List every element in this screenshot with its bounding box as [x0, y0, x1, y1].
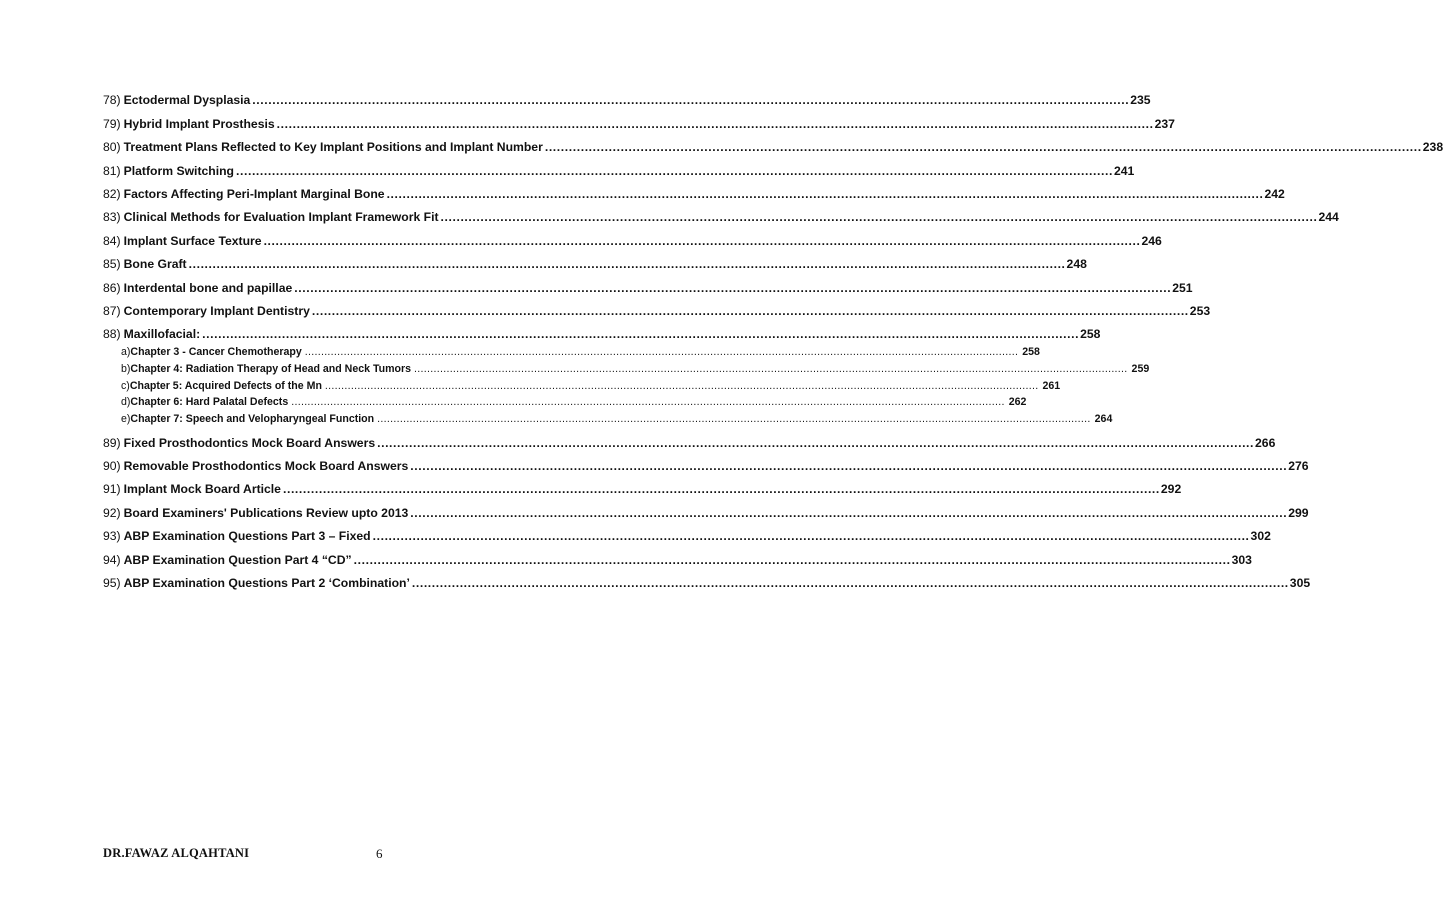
toc-entry-page: 305 [1289, 576, 1311, 591]
toc-entry-title: Removable Prosthodontics Mock Board Answers [123, 459, 409, 474]
toc-entry-page: 253 [1189, 303, 1211, 318]
dot-leader: ............................................................................................................................................................................................................................ [236, 163, 1113, 178]
footer-page-number: 6 [376, 846, 383, 861]
toc-entry[interactable] [103, 543, 1252, 567]
toc-entry-number: 91) [103, 482, 121, 497]
dot-leader: ............................................................................................................................................................................................................................ [291, 396, 1005, 409]
toc-subentry-title: Chapter 3 - Cancer Chemotherapy [130, 346, 302, 359]
toc-subentry-letter: b) [121, 362, 131, 375]
toc-subentry-title: Chapter 6: Hard Palatal Defects [130, 396, 289, 409]
toc-entry[interactable] [103, 271, 1193, 295]
toc-entry[interactable] [103, 248, 1087, 272]
toc-subentry-page: 262 [1008, 396, 1027, 409]
toc-entry-page: 238 [1422, 140, 1443, 155]
toc-entry-title: Maxillofacial: [123, 327, 201, 342]
toc-entry-title: Factors Affecting Peri-Implant Marginal Bone [123, 186, 385, 201]
toc-subentry-page: 261 [1042, 379, 1061, 392]
dot-leader: ............................................................................................................................................................................................................................ [377, 435, 1255, 450]
dot-leader: ............................................................................................................................................................................................................................ [202, 327, 1080, 342]
dot-leader: ............................................................................................................................................................................................................................ [372, 529, 1250, 544]
dot-leader: ............................................................................................................................................................................................................................ [410, 459, 1288, 474]
toc-entry-number: 80) [103, 140, 121, 155]
toc-entry[interactable] [103, 201, 1339, 225]
toc-entry-number: 92) [103, 505, 121, 520]
toc-entry-page: 251 [1172, 280, 1193, 295]
toc-subentry-letter: c) [121, 379, 130, 392]
toc-subentry[interactable] [103, 392, 1027, 409]
toc-entry-number: 82) [103, 186, 121, 201]
toc-entry-number: 87) [103, 303, 121, 318]
toc-entry-number: 95) [103, 576, 121, 591]
toc-entry-title: ABP Examination Question Part 4 “CD” [123, 552, 352, 567]
toc-entry-number: 81) [103, 163, 121, 178]
dot-leader: ............................................................................................................................................................................................................................ [386, 186, 1264, 201]
dot-leader: ............................................................................................................................................................................................................................ [304, 346, 1019, 359]
dot-leader: ............................................................................................................................................................................................................................ [188, 257, 1066, 272]
toc-entry-page: 248 [1066, 257, 1087, 272]
dot-leader: ............................................................................................................................................................................................................................ [263, 233, 1141, 248]
toc-subentry-page: 264 [1094, 413, 1113, 426]
toc-entry-page: 302 [1250, 529, 1271, 544]
toc-entry[interactable] [103, 154, 1135, 178]
toc-entry-title: Treatment Plans Reflected to Key Implant Positions and Implant Number [123, 140, 543, 155]
toc-entry-page: 244 [1318, 210, 1339, 225]
toc-entry-title: ABP Examination Questions Part 3 – Fixed [123, 529, 371, 544]
toc-entry-page: 242 [1264, 186, 1285, 201]
toc-entry[interactable] [103, 496, 1309, 520]
toc-entry[interactable] [103, 426, 1276, 450]
dot-leader: ............................................................................................................................................................................................................................ [311, 303, 1189, 318]
toc-entry-title: Contemporary Implant Dentistry [123, 303, 310, 318]
toc-subentry[interactable] [103, 358, 1150, 375]
toc-entry-title: Clinical Methods for Evaluation Implant Framework Fit [123, 210, 439, 225]
toc-entry-page: 276 [1288, 459, 1309, 474]
toc-subentry-letter: d) [121, 396, 131, 409]
toc-entry[interactable] [103, 567, 1311, 591]
dot-leader: ............................................................................................................................................................................................................................ [353, 552, 1231, 567]
toc-entry-page: 266 [1255, 435, 1276, 450]
toc-entry-page: 237 [1154, 116, 1175, 131]
toc-subentry[interactable] [103, 375, 1061, 392]
toc-entry-page: 303 [1231, 552, 1252, 567]
dot-leader: ............................................................................................................................................................................................................................ [410, 505, 1288, 520]
toc-entry[interactable] [103, 131, 1443, 155]
toc-entry-title: Implant Surface Texture [123, 233, 262, 248]
toc-subentry[interactable] [103, 341, 1040, 359]
toc-entry[interactable] [103, 107, 1175, 131]
toc-subentry-page: 259 [1131, 362, 1150, 375]
toc-entry[interactable] [103, 84, 1151, 108]
toc-entry[interactable] [103, 450, 1309, 474]
dot-leader: ............................................................................................................................................................................................................................ [324, 379, 1039, 392]
toc-entry-number: 90) [103, 459, 121, 474]
toc-entry-number: 84) [103, 233, 121, 248]
toc-entry-title: Hybrid Implant Prosthesis [123, 116, 275, 131]
toc-entry-page: 258 [1080, 327, 1101, 342]
toc-entry-number: 79) [103, 116, 121, 131]
toc-entry-number: 94) [103, 552, 121, 567]
toc-entry-number: 85) [103, 257, 121, 272]
toc-entry-title: Interdental bone and papillae [123, 280, 293, 295]
toc-entry-page: 235 [1130, 93, 1151, 108]
toc-entry[interactable] [103, 520, 1271, 544]
toc-entry-title: Platform Switching [123, 163, 234, 178]
dot-leader: ............................................................................................................................................................................................................................ [411, 576, 1289, 591]
dot-leader: ............................................................................................................................................................................................................................ [440, 210, 1318, 225]
toc-entry-page: 246 [1141, 233, 1162, 248]
toc-entry-number: 86) [103, 280, 121, 295]
dot-leader: ............................................................................................................................................................................................................................ [282, 482, 1160, 497]
toc-entry-title: Ectodermal Dysplasia [123, 93, 251, 108]
toc-entry[interactable] [103, 178, 1285, 201]
toc-entry-title: ABP Examination Questions Part 2 ‘Combination’ [123, 576, 410, 591]
toc-subentry-title: Chapter 5: Acquired Defects of the Mn [129, 379, 322, 392]
dot-leader: ............................................................................................................................................................................................................................ [544, 140, 1422, 155]
dot-leader: ............................................................................................................................................................................................................................ [252, 93, 1130, 108]
toc-entry[interactable] [103, 224, 1162, 248]
toc-subentry[interactable] [103, 408, 1113, 426]
toc-entry-number: 88) [103, 327, 121, 342]
dot-leader: ............................................................................................................................................................................................................................ [377, 413, 1091, 426]
toc-entry-number: 89) [103, 435, 121, 450]
table-of-contents [103, 84, 1443, 591]
dot-leader: ............................................................................................................................................................................................................................ [294, 280, 1172, 295]
dot-leader: ............................................................................................................................................................................................................................ [276, 116, 1154, 131]
footer-author: DR.FAWAZ ALQAHTANI [103, 846, 250, 860]
toc-subentry-letter: e) [121, 413, 131, 426]
toc-entry-page: 299 [1288, 505, 1309, 520]
toc-entry-page: 241 [1113, 163, 1135, 178]
toc-entry[interactable] [103, 295, 1211, 318]
toc-entry-number: 93) [103, 529, 121, 544]
toc-entry-number: 78) [103, 93, 121, 108]
toc-subentry-title: Chapter 4: Radiation Therapy of Head and Neck Tumors [130, 362, 412, 375]
toc-subentry-page: 258 [1022, 346, 1040, 359]
toc-entry-title: Board Examiners' Publications Review upto 2013 [123, 505, 409, 520]
toc-entry-number: 83) [103, 210, 121, 225]
toc-entry-title: Bone Graft [123, 257, 187, 272]
toc-subentry-letter: a) [121, 346, 131, 359]
toc-entry[interactable] [103, 473, 1182, 497]
toc-entry[interactable] [103, 318, 1101, 342]
toc-entry-title: Fixed Prosthodontics Mock Board Answers [123, 435, 376, 450]
toc-subentry-title: Chapter 7: Speech and Velopharyngeal Function [130, 413, 375, 426]
toc-entry-title: Implant Mock Board Article [123, 482, 281, 497]
toc-entry-page: 292 [1160, 482, 1182, 497]
dot-leader: ............................................................................................................................................................................................................................ [414, 362, 1128, 375]
